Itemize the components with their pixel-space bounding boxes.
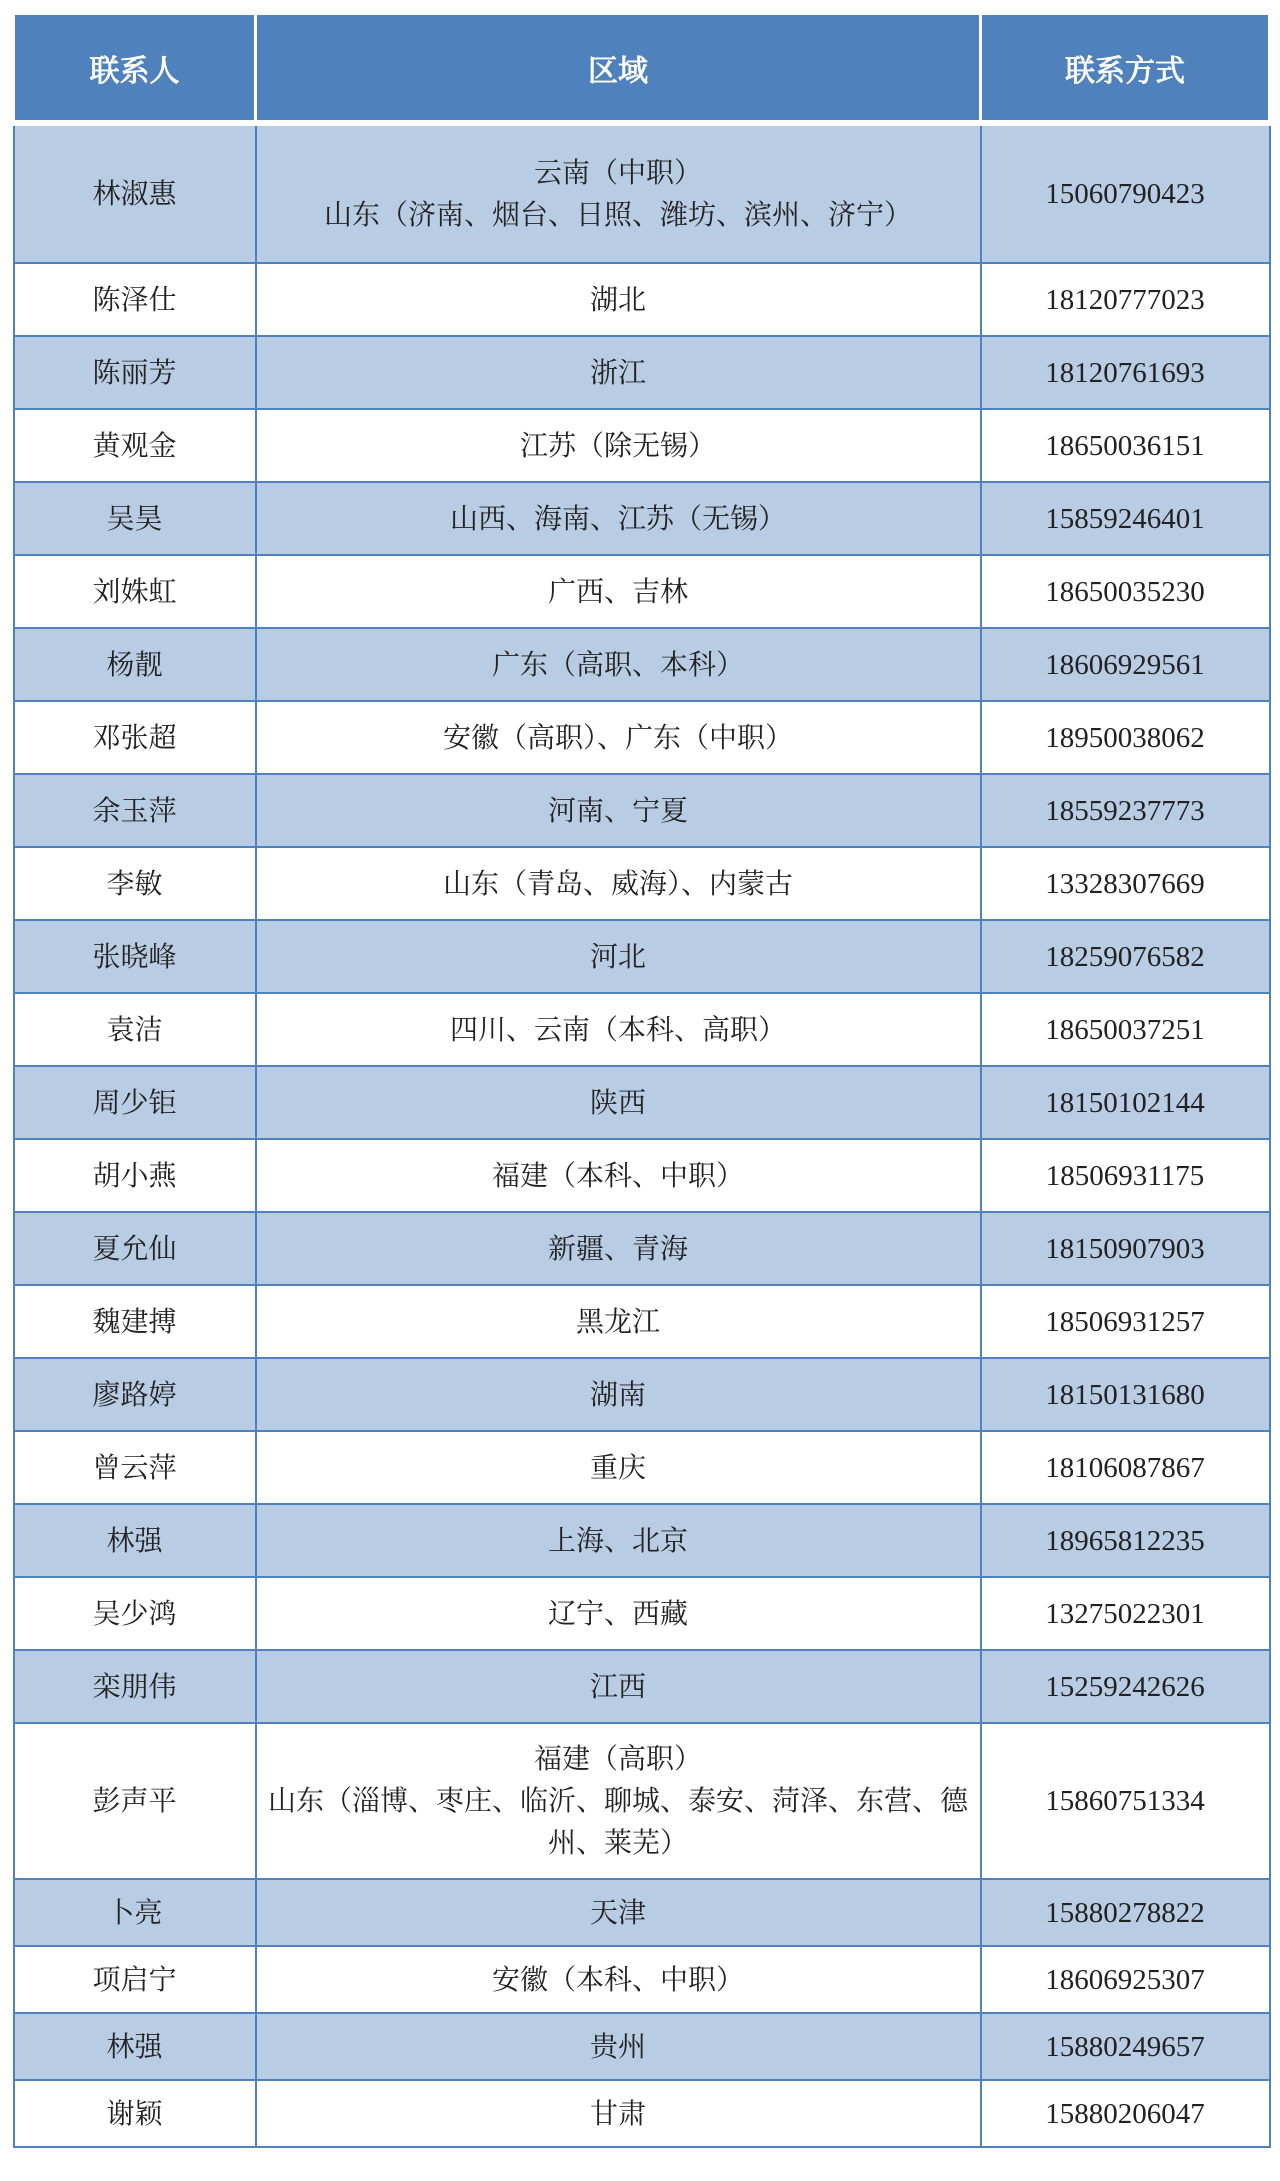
table-row [14,409,1270,482]
region-cell [256,1650,981,1723]
contact-name-cell: 林强 [14,2013,256,2080]
contact-name-cell: 杨靓 [14,628,256,701]
contact-name-cell: 胡小燕 [14,1139,256,1212]
region-line: 广东（高职、本科） [491,647,744,681]
phone-cell: 18606929561 [981,628,1270,701]
contact-name-cell: 栾朋伟 [14,1650,256,1723]
region-line: 山西、海南、江苏（无锡） [449,501,786,535]
phone-cell: 15060790423 [981,123,1270,263]
contact-name-cell: 项启宁 [14,1946,256,2013]
region-line: 湖南 [589,1377,646,1411]
table-row [14,1504,1270,1577]
table-row [14,482,1270,555]
contact-table-container [12,12,1268,2148]
phone-cell: 13328307669 [981,847,1270,920]
table-row [14,1431,1270,1504]
region-cell [256,1358,981,1431]
region-line: 福建（本科、中职） [491,1158,744,1192]
contact-name-cell: 林强 [14,1504,256,1577]
region-line: 四川、云南（本科、高职） [449,1012,786,1046]
table-row [14,1212,1270,1285]
table-row [14,1285,1270,1358]
region-line: 江苏（除无锡） [519,428,716,462]
region-cell [256,336,981,409]
table-row [14,1358,1270,1431]
region-line: 陕西 [589,1085,646,1119]
table-row [14,2080,1270,2147]
table-row [14,555,1270,628]
region-cell [256,1946,981,2013]
region-line: 新疆、青海 [547,1231,688,1265]
contact-name-cell: 吴昊 [14,482,256,555]
phone-cell: 15860751334 [981,1723,1270,1879]
contact-name-cell: 魏建搏 [14,1285,256,1358]
phone-cell: 18950038062 [981,701,1270,774]
region-cell [256,701,981,774]
region-cell [256,1504,981,1577]
table-row [14,993,1270,1066]
region-cell [256,263,981,336]
table-row [14,336,1270,409]
phone-cell: 18559237773 [981,774,1270,847]
table-row [14,1946,1270,2013]
phone-cell: 18650036151 [981,409,1270,482]
region-line: 安徽（高职）、广东（中职） [442,720,793,754]
region-cell [256,774,981,847]
contact-name-cell: 陈泽仕 [14,263,256,336]
phone-cell: 18506931175 [981,1139,1270,1212]
contact-table [12,12,1271,2148]
region-line: 天津 [589,1895,646,1929]
phone-cell: 18106087867 [981,1431,1270,1504]
phone-cell: 15859246401 [981,482,1270,555]
region-line: 重庆 [589,1450,646,1484]
region-cell [256,628,981,701]
phone-cell: 18150102144 [981,1066,1270,1139]
contact-name-cell: 邓张超 [14,701,256,774]
table-row [14,701,1270,774]
region-line: 云南（中职） [533,156,702,189]
phone-cell: 18606925307 [981,1946,1270,2013]
contact-name-cell: 黄观金 [14,409,256,482]
region-cell [256,2013,981,2080]
region-cell [256,555,981,628]
contact-name-cell: 刘姝虹 [14,555,256,628]
region-line: 广西、吉林 [547,574,688,608]
phone-cell: 18150907903 [981,1212,1270,1285]
table-row [14,774,1270,847]
region-cell [256,993,981,1066]
contact-name-cell: 廖路婷 [14,1358,256,1431]
region-cell [256,123,981,263]
region-cell [256,482,981,555]
region-cell [256,1723,981,1879]
region-cell [256,1285,981,1358]
region-line: 上海、北京 [547,1523,688,1557]
region-line: 辽宁、西藏 [547,1596,688,1630]
region-line: 山东（淄博、枣庄、临沂、聊城、泰安、菏泽、东营、德州、莱芜） [267,1784,968,1859]
contact-name-cell: 陈丽芳 [14,336,256,409]
region-line: 安徽（本科、中职） [491,1962,744,1996]
region-line: 湖北 [589,282,646,316]
region-cell [256,1139,981,1212]
region-line: 贵州 [589,2029,646,2063]
region-cell [256,1212,981,1285]
region-line: 浙江 [589,355,646,389]
contact-name-cell: 余玉萍 [14,774,256,847]
table-header-row [14,14,1270,124]
phone-cell: 18259076582 [981,920,1270,993]
table-row [14,628,1270,701]
phone-cell: 15880249657 [981,2013,1270,2080]
region-cell [256,409,981,482]
phone-cell: 15880206047 [981,2080,1270,2147]
table-body [14,123,1270,2147]
phone-cell: 18150131680 [981,1358,1270,1431]
phone-cell: 13275022301 [981,1577,1270,1650]
contact-name-cell: 袁洁 [14,993,256,1066]
table-row [14,1577,1270,1650]
contact-name-cell: 吴少鸿 [14,1577,256,1650]
phone-cell: 18650037251 [981,993,1270,1066]
region-cell [256,847,981,920]
contact-name-cell: 卜亮 [14,1879,256,1946]
phone-cell: 18120761693 [981,336,1270,409]
contact-name-cell: 谢颖 [14,2080,256,2147]
region-cell [256,1066,981,1139]
region-line: 黑龙江 [575,1304,660,1338]
header-contact-method: 联系方式 [981,14,1270,124]
phone-cell: 15259242626 [981,1650,1270,1723]
table-row [14,2013,1270,2080]
table-row [14,1066,1270,1139]
table-row [14,920,1270,993]
contact-name-cell: 林淑惠 [14,123,256,263]
region-line: 福建（高职） [533,1742,702,1775]
region-line: 河南、宁夏 [547,793,688,827]
region-cell [256,1431,981,1504]
table-row [14,1650,1270,1723]
phone-cell: 18650035230 [981,555,1270,628]
phone-cell: 15880278822 [981,1879,1270,1946]
region-line: 江西 [589,1669,646,1703]
region-line: 山东（青岛、威海）、内蒙古 [442,866,793,900]
contact-name-cell: 曾云萍 [14,1431,256,1504]
header-region: 区域 [256,14,981,124]
region-line: 山东（济南、烟台、日照、潍坊、滨州、济宁） [323,198,912,231]
contact-name-cell: 夏允仙 [14,1212,256,1285]
phone-cell: 18965812235 [981,1504,1270,1577]
table-row [14,1723,1270,1879]
region-line: 河北 [589,939,646,973]
contact-name-cell: 周少钜 [14,1066,256,1139]
contact-name-cell: 彭声平 [14,1723,256,1879]
table-row [14,1879,1270,1946]
region-cell [256,1879,981,1946]
table-row [14,263,1270,336]
table-row [14,1139,1270,1212]
contact-name-cell: 李敏 [14,847,256,920]
contact-name-cell: 张晓峰 [14,920,256,993]
phone-cell: 18120777023 [981,263,1270,336]
table-row [14,123,1270,263]
header-contact-person: 联系人 [14,14,256,124]
region-cell [256,2080,981,2147]
table-row [14,847,1270,920]
region-line: 甘肃 [589,2096,646,2130]
phone-cell: 18506931257 [981,1285,1270,1358]
region-cell [256,920,981,993]
region-cell [256,1577,981,1650]
